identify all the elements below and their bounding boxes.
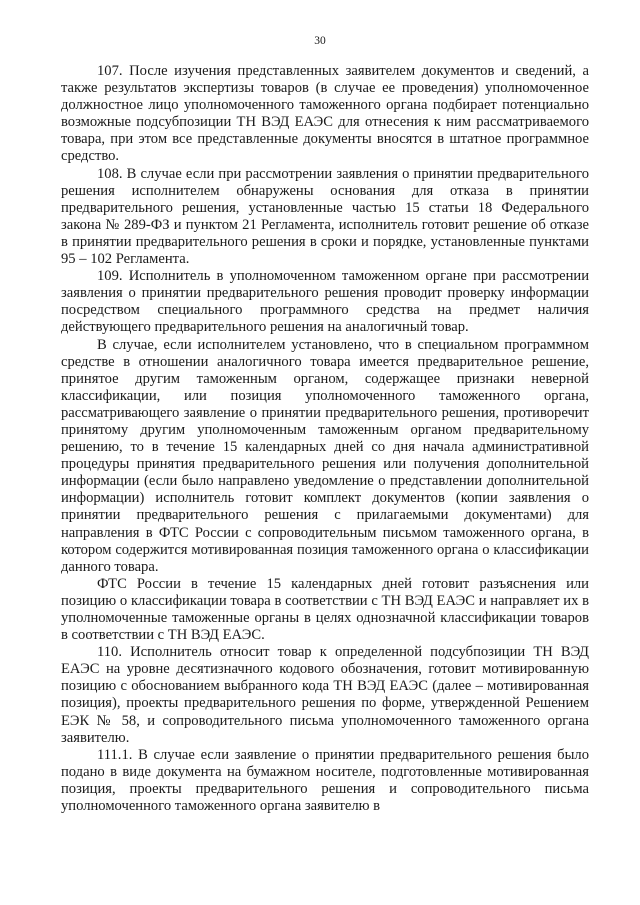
paragraph-110: 110. Исполнитель относит товар к определенной подсубпозиции ТН ВЭД ЕАЭС на уровне десятизначного кодового обозначения, готовит мотивированную позицию с обоснованием выбранного кода ТН ВЭД ЕАЭС (далее – мотивированная позиция), проекты предварительного решения по форме, утвержденной Решением ЕЭК № 58, и сопроводительного письма уполномоченного таможенного органа заявителю.	[61, 644, 589, 746]
paragraph-109: 109. Исполнитель в уполномоченном таможенном органе при рассмотрении заявления о принятии предварительного решения проводит проверку информации посредством специального программного средства на предмет наличия действующего предварительного решения на аналогичный товар.	[61, 268, 589, 336]
document-body	[61, 63, 589, 815]
paragraph-111-1: 111.1. В случае если заявление о принятии предварительного решения было подано в виде документа на бумажном носителе, подготовленные мотивированная позиция, проекты предварительного решения и сопроводительного письма уполномоченного таможенного органа заявителю в	[61, 746, 589, 815]
paragraph-107: 107. После изучения представленных заявителем документов и сведений, а также результатов экспертизы товаров (в случае ее проведения) уполномоченное должностное лицо уполномоченного таможенного органа подбирает потенциально возможные подсубпозиции ТН ВЭД ЕАЭС для отнесения к ним рассматриваемого товара, при этом все представленные документы вносятся в штатное программное средство.	[61, 63, 589, 165]
paragraph-108: 108. В случае если при рассмотрении заявления о принятии предварительного решения исполнителем обнаружены основания для отказа в принятии предварительного решения, установленные частью 15 статьи 18 Федерального закона № 289-ФЗ и пунктом 21 Регламента, исполнитель готовит решение об отказе в принятии предварительного решения в сроки и порядке, установленные пунктами 95 – 102 Регламента.	[61, 165, 589, 268]
paragraph-fts-clarification: ФТС России в течение 15 календарных дней готовит разъяснения или позицию о классификации товара в соответствии с ТН ВЭД ЕАЭС и направляет их в уполномоченные таможенные органы в целях однозначной классификации товаров в соответствии с ТН ВЭД ЕАЭС.	[61, 575, 589, 644]
page-number: 30	[314, 35, 326, 47]
paragraph-109-continued: В случае, если исполнителем установлено, что в специальном программном средстве в отношении аналогичного товара имеется предварительное решение, принятое другим таможенным органом, содержащее признаки неверной классификации, или позиция уполномоченного таможенного органа, рассматривающего заявление о принятии предварительного решения, противоречит принятому другим уполномоченным таможенным органом предварительному решению, то в течение 15 календарных дней со дня начала административной процедуры принятия предварительного решения или получения дополнительной информации (если было направлено уведомление о представлении дополнительной информации) исполнитель готовит комплект документов (копии заявления о принятии предварительного решения с прилагаемыми документами) для направления в ФТС России с сопроводительным письмом таможенного органа, в котором содержится мотивированная позиция таможенного органа о классификации данного товара.	[61, 336, 589, 575]
